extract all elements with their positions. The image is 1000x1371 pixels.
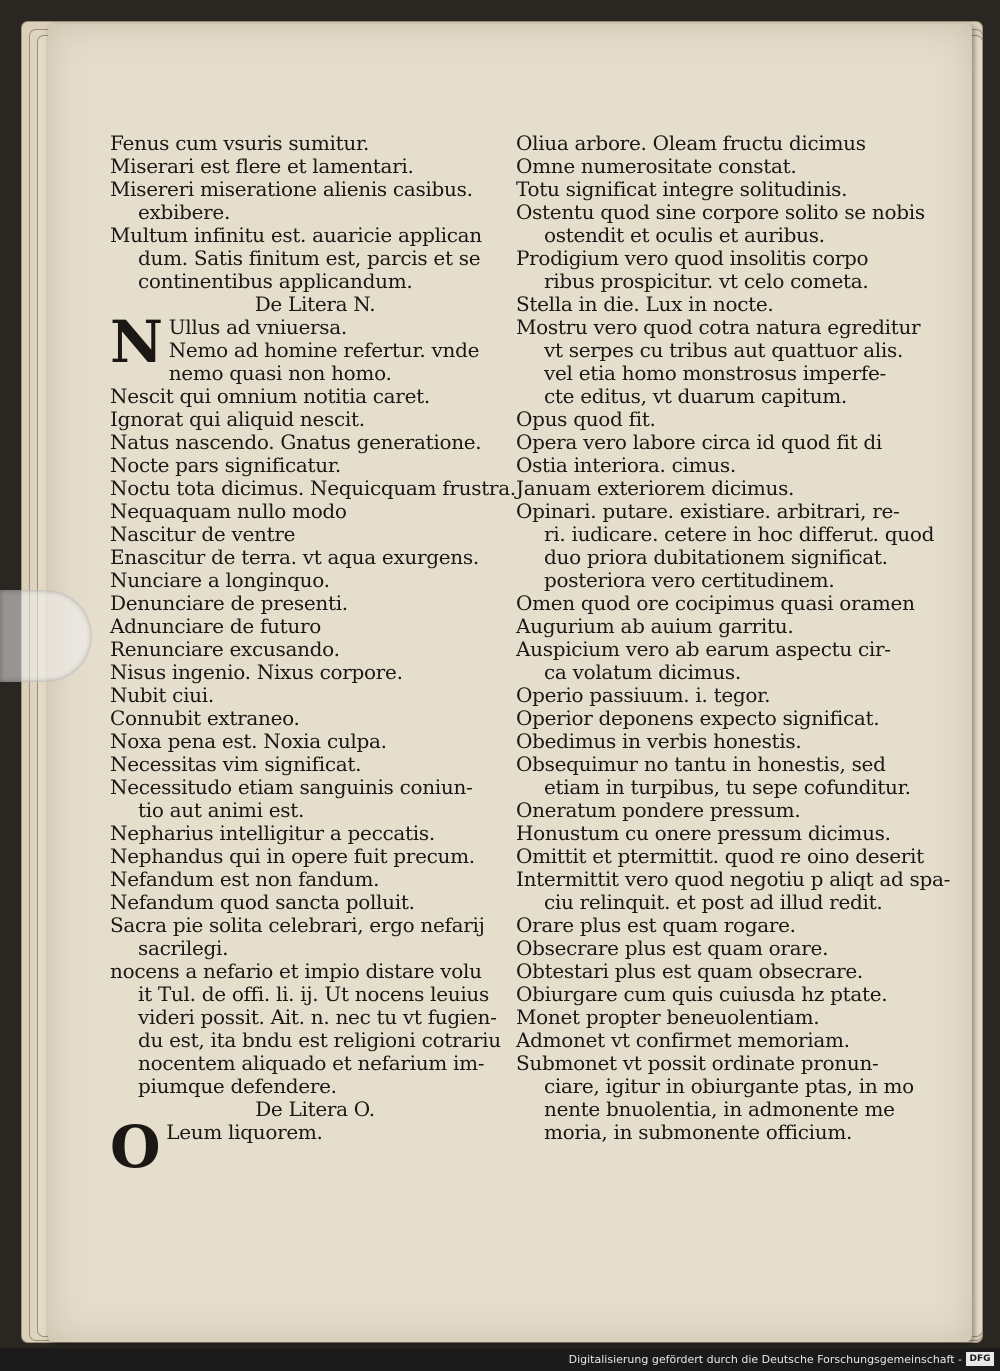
- text-line: [110, 569, 520, 592]
- line-text: Oliua arbore. Oleam fructu dicimus: [516, 131, 866, 155]
- text-line: [516, 500, 926, 523]
- text-line: [110, 270, 520, 293]
- line-text: Necessitudo etiam sanguinis coniun-: [110, 775, 473, 799]
- color-gauge-clip: [0, 590, 92, 682]
- line-text: Nescit qui omnium notitia caret.: [110, 384, 430, 408]
- line-text: Obiurgare cum quis cuiusda hz ptate.: [516, 982, 888, 1006]
- text-line: [110, 776, 520, 799]
- line-text: ri. iudicare. cetere in hoc differut. quod: [544, 522, 935, 546]
- line-text: cte editus, vt duarum capitum.: [544, 384, 847, 408]
- text-line: [516, 339, 926, 362]
- text-line: [110, 500, 520, 523]
- line-text: Noctu tota dicimus. Nequicquam frustra.: [110, 476, 516, 500]
- text-line: [110, 592, 520, 615]
- text-line: [516, 178, 926, 201]
- text-line: [516, 569, 926, 592]
- text-line: [110, 477, 520, 500]
- line-text: Nefandum est non fandum.: [110, 867, 380, 891]
- line-text: Leum liquorem.: [166, 1120, 323, 1144]
- text-line: [110, 684, 520, 707]
- line-text: Ullus ad vniuersa.: [168, 315, 347, 339]
- line-text: Nunciare a longinquo.: [110, 568, 330, 592]
- line-text: Nocte pars significatur.: [110, 453, 341, 477]
- line-text: ca volatum dicimus.: [544, 660, 741, 684]
- line-text: Mostru vero quod cotra natura egreditur: [516, 315, 921, 339]
- text-line: [516, 867, 951, 891]
- text-line: [516, 477, 926, 500]
- line-text: Ostentu quod sine corpore solito se nobis: [516, 200, 925, 224]
- text-line: [516, 1029, 926, 1052]
- text-line: [516, 408, 926, 431]
- line-text: ostendit et oculis et auribus.: [544, 223, 825, 247]
- text-line: [516, 1098, 926, 1121]
- line-text: ciare, igitur in obiurgante ptas, in mo: [544, 1074, 914, 1098]
- line-text: Operior deponens expecto significat.: [516, 706, 880, 730]
- text-line: [110, 339, 520, 362]
- text-line: [516, 983, 926, 1006]
- text-line: [110, 638, 520, 661]
- text-line: [516, 753, 926, 776]
- line-text: Januam exteriorem dicimus.: [516, 476, 795, 500]
- text-line: [516, 362, 926, 385]
- text-line: [110, 845, 520, 868]
- text-line: [516, 1052, 926, 1075]
- text-line: [110, 799, 520, 822]
- book-page: [48, 24, 972, 1342]
- line-text: it Tul. de offi. li. ij. Ut nocens leuius: [138, 982, 489, 1006]
- text-line: [110, 408, 520, 431]
- line-text: De Litera N.: [254, 292, 376, 316]
- line-text: tio aut animi est.: [138, 798, 305, 822]
- text-line: [516, 661, 926, 684]
- text-line: [516, 385, 926, 408]
- line-text: Nisus ingenio. Nixus corpore.: [110, 660, 403, 684]
- text-line: [110, 937, 520, 960]
- line-text: du est, ita bndu est religioni cotrariu: [138, 1028, 501, 1052]
- text-line: [516, 454, 926, 477]
- text-line: [516, 730, 926, 753]
- line-text: Orare plus est quam rogare.: [516, 913, 796, 937]
- text-line: [110, 431, 520, 454]
- text-line: [110, 201, 520, 224]
- line-text: Denunciare de presenti.: [110, 591, 348, 615]
- section-heading: [110, 1098, 520, 1121]
- text-line: [516, 1075, 926, 1098]
- text-line: [516, 845, 926, 868]
- line-text: Intermittit vero quod negotiu p aliqt ad spa-: [516, 867, 951, 891]
- line-text: Fenus cum vsuris sumitur.: [110, 131, 370, 155]
- line-text: nemo quasi non homo.: [168, 361, 392, 385]
- text-line: [516, 201, 926, 224]
- line-text: videri possit. Ait. n. nec tu vt fugien-: [138, 1005, 497, 1029]
- line-text: Opus quod fit.: [516, 407, 656, 431]
- line-text: Obtestari plus est quam obsecrare.: [516, 959, 863, 983]
- line-text: duo priora dubitationem significat.: [544, 545, 888, 569]
- text-line: [110, 960, 520, 983]
- text-line: [516, 132, 926, 155]
- line-text: Necessitas vim significat.: [110, 752, 362, 776]
- line-text: Submonet vt possit ordinate pronun-: [516, 1051, 879, 1075]
- line-text: Opinari. putare. existiare. arbitrari, re-: [516, 499, 900, 523]
- line-text: Enascitur de terra. vt aqua exurgens.: [110, 545, 479, 569]
- line-text: Oneratum pondere pressum.: [516, 798, 801, 822]
- text-line: [516, 615, 926, 638]
- text-line: [516, 247, 926, 270]
- line-text: Miserari est flere et lamentari.: [110, 154, 414, 178]
- text-line: [516, 638, 926, 661]
- line-text: Ignorat qui aliquid nescit.: [110, 407, 365, 431]
- line-text: dum. Satis finitum est, parcis et se: [138, 246, 481, 270]
- line-text: Monet propter beneuolentiam.: [516, 1005, 820, 1029]
- line-text: De Litera O.: [255, 1097, 375, 1121]
- line-text: ribus prospicitur. vt celo cometa.: [544, 269, 869, 293]
- text-line: [516, 684, 926, 707]
- left-text-column: [110, 131, 520, 1181]
- dfg-logo: DFG: [966, 1352, 994, 1366]
- text-line: [110, 247, 520, 270]
- line-text: Nepharius intelligitur a peccatis.: [110, 821, 435, 845]
- text-line: [110, 753, 520, 776]
- text-line: [110, 178, 520, 201]
- drop-initial: O: [110, 1113, 161, 1181]
- line-text: Noxa pena est. Noxia culpa.: [110, 729, 387, 753]
- text-line: [110, 385, 520, 408]
- text-line: [516, 937, 926, 960]
- line-text: Omen quod ore cocipimus quasi oramen: [516, 591, 915, 615]
- text-line: [110, 1113, 520, 1181]
- line-text: piumque defendere.: [138, 1074, 337, 1098]
- text-line: [110, 155, 520, 178]
- text-line: [110, 1006, 520, 1029]
- line-text: Prodigium vero quod insolitis corpo: [516, 246, 869, 270]
- text-line: [110, 224, 520, 247]
- text-line: [110, 546, 520, 569]
- line-text: posteriora vero certitudinem.: [544, 568, 835, 592]
- line-text: continentibus applicandum.: [138, 269, 413, 293]
- text-line: [110, 983, 520, 1006]
- text-line: [516, 707, 926, 730]
- footer-bar: [0, 1348, 1000, 1371]
- line-text: Auspicium vero ab earum aspectu cir-: [516, 637, 891, 661]
- line-text: Nubit ciui.: [110, 683, 214, 707]
- text-line: [110, 661, 520, 684]
- line-text: Nequaquam nullo modo: [110, 499, 347, 523]
- text-line: [516, 592, 926, 615]
- text-line: [110, 454, 520, 477]
- text-line: [110, 132, 520, 155]
- line-text: ciu relinquit. et post ad illud redit.: [544, 890, 883, 914]
- text-line: [516, 914, 926, 937]
- text-line: [516, 293, 926, 316]
- text-line: [110, 523, 520, 546]
- line-text: Operio passiuum. i. tegor.: [516, 683, 771, 707]
- text-line: [516, 822, 926, 845]
- line-text: Obsequimur no tantu in honestis, sed: [516, 752, 886, 776]
- line-text: sacrilegi.: [138, 936, 229, 960]
- line-text: Sacra pie solita celebrari, ergo nefarij: [110, 913, 485, 937]
- line-text: Adnunciare de futuro: [110, 614, 321, 638]
- text-line: [516, 891, 926, 914]
- text-line: [110, 822, 520, 845]
- text-line: [516, 431, 926, 454]
- line-text: exbibere.: [138, 200, 231, 224]
- text-line: [110, 615, 520, 638]
- line-text: Nascitur de ventre: [110, 522, 296, 546]
- text-line: [516, 1006, 926, 1029]
- text-line: [110, 707, 520, 730]
- line-text: nente bnuolentia, in admonente me: [544, 1097, 895, 1121]
- line-text: Nephandus qui in opere fuit precum.: [110, 844, 475, 868]
- text-line: [516, 270, 926, 293]
- line-text: Nemo ad homine refertur. vnde: [168, 338, 480, 362]
- line-text: Connubit extraneo.: [110, 706, 300, 730]
- line-text: Opera vero labore circa id quod fit di: [516, 430, 882, 454]
- line-text: etiam in turpibus, tu sepe cofunditur.: [544, 775, 911, 799]
- line-text: Stella in die. Lux in nocte.: [516, 292, 774, 316]
- text-line: [110, 868, 520, 891]
- text-line: [110, 1075, 520, 1098]
- line-text: Augurium ab auium garritu.: [516, 614, 794, 638]
- text-line: [516, 960, 926, 983]
- funding-credit: Digitalisierung gefördert durch die Deutsche Forschungsgemeinschaft -: [568, 1353, 962, 1366]
- line-text: Ostia interiora. cimus.: [516, 453, 736, 477]
- text-line: [110, 1052, 520, 1075]
- line-text: Multum infinitu est. auaricie applican: [110, 223, 482, 247]
- text-line: [516, 1121, 926, 1144]
- text-line: [516, 316, 926, 339]
- line-text: vt serpes cu tribus aut quattuor alis.: [544, 338, 904, 362]
- line-text: Honustum cu onere pressum dicimus.: [516, 821, 891, 845]
- line-text: vel etia homo monstrosus imperfe-: [544, 361, 886, 385]
- line-text: Renunciare excusando.: [110, 637, 340, 661]
- line-text: Obedimus in verbis honestis.: [516, 729, 802, 753]
- line-text: Misereri miseratione alienis casibus.: [110, 177, 473, 201]
- line-text: Admonet vt confirmet memoriam.: [516, 1028, 850, 1052]
- text-line: [516, 155, 926, 178]
- line-text: nocentem aliquado et nefarium im-: [138, 1051, 485, 1075]
- text-line: [110, 362, 520, 385]
- line-text: moria, in submonente officium.: [544, 1120, 853, 1144]
- text-line: [110, 914, 520, 937]
- text-line: [516, 224, 926, 247]
- line-text: Natus nascendo. Gnatus generatione.: [110, 430, 482, 454]
- line-text: Nefandum quod sancta polluit.: [110, 890, 415, 914]
- line-text: Obsecrare plus est quam orare.: [516, 936, 829, 960]
- text-line: [516, 522, 935, 546]
- text-line: [110, 1029, 520, 1052]
- text-line: [516, 546, 926, 569]
- text-line: [110, 730, 520, 753]
- drop-initial: N: [110, 308, 163, 376]
- line-text: Totu significat integre solitudinis.: [516, 177, 848, 201]
- right-text-column: [516, 131, 951, 1144]
- line-text: nocens a nefario et impio distare volu: [110, 959, 482, 983]
- text-line: [516, 799, 926, 822]
- line-text: Omittit et ptermittit. quod re oino deserit: [516, 844, 924, 868]
- text-line: [516, 776, 926, 799]
- section-heading: [110, 293, 520, 316]
- line-text: Omne numerositate constat.: [516, 154, 797, 178]
- text-line: [110, 891, 520, 914]
